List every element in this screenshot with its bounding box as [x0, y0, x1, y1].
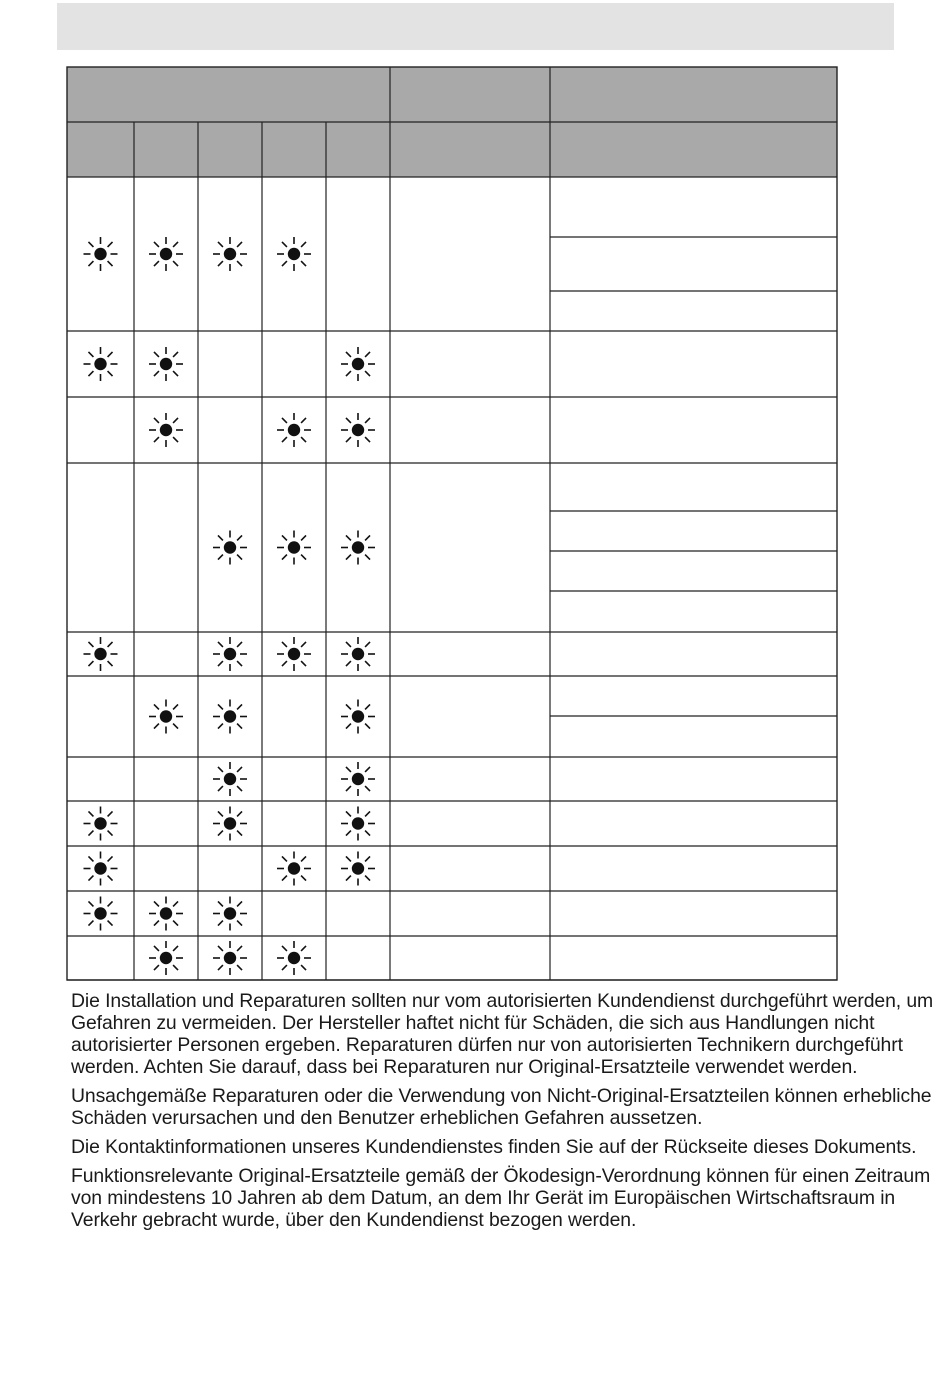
sun-led-icon — [277, 637, 311, 671]
note-installation: Die Installation und Reparaturen sollten nur vom autorisierten Kundendienst durchgeführt werden, um Gefahren zu vermeiden. Der Hersteller haftet nicht für Schäden, die sich aus Handlungen nicht autorisierter Personen ergeben. Reparaturen dürfen nur von autorisierten Technikern durchgeführt werden. Achten Sie darauf, dass bei Reparaturen nur Original-Ersatzteile verwendet werden. — [71, 990, 934, 1078]
sun-led-icon — [149, 700, 183, 734]
sun-led-icon — [277, 852, 311, 886]
note-contact: Die Kontaktinformationen unseres Kundendienstes finden Sie auf der Rückseite dieses Dokuments. — [71, 1136, 917, 1158]
sun-led-icon — [149, 237, 183, 271]
sun-led-icon — [213, 237, 247, 271]
sun-led-icon — [341, 531, 375, 565]
service-notes — [71, 990, 941, 1238]
sun-led-icon — [84, 852, 118, 886]
sun-led-icon — [213, 700, 247, 734]
sun-led-icon — [149, 413, 183, 447]
sun-led-icon — [213, 941, 247, 975]
note-spare-parts: Funktionsrelevante Original-Ersatzteile gemäß der Ökodesign-Verordnung können für einen Zeitraum von mindestens 10 Jahren ab dem Datum, an dem Ihr Gerät im Europäischen Wirtschaftsraum in Verkehr gebracht wurde, über den Kundendienst bezogen werden. — [71, 1165, 931, 1231]
sun-led-icon — [149, 941, 183, 975]
sun-led-icon — [277, 237, 311, 271]
sun-led-icon — [213, 531, 247, 565]
sun-led-icon — [84, 637, 118, 671]
sun-led-icon — [213, 807, 247, 841]
sun-led-icon — [341, 347, 375, 381]
sun-led-icon — [341, 413, 375, 447]
sun-led-icon — [213, 762, 247, 796]
sun-led-icon — [84, 807, 118, 841]
sun-led-icon — [341, 807, 375, 841]
sun-led-icon — [149, 897, 183, 931]
sun-led-icon — [277, 531, 311, 565]
sun-led-icon — [84, 897, 118, 931]
sun-led-icon — [84, 347, 118, 381]
sun-led-icon — [213, 637, 247, 671]
note-improper-repairs: Unsachgemäße Reparaturen oder die Verwendung von Nicht-Original-Ersatzteilen können erhebliche Schäden verursachen und den Benutzer erheblichen Gefahren aussetzen. — [71, 1085, 932, 1129]
sun-led-icon — [277, 941, 311, 975]
table-border — [67, 67, 837, 980]
sun-led-icon — [341, 852, 375, 886]
sun-led-icon — [149, 347, 183, 381]
sun-led-icon — [277, 413, 311, 447]
sun-led-icon — [341, 700, 375, 734]
sun-led-icon — [341, 762, 375, 796]
sun-led-icon — [84, 237, 118, 271]
sun-led-icon — [213, 897, 247, 931]
sun-led-icon — [341, 637, 375, 671]
